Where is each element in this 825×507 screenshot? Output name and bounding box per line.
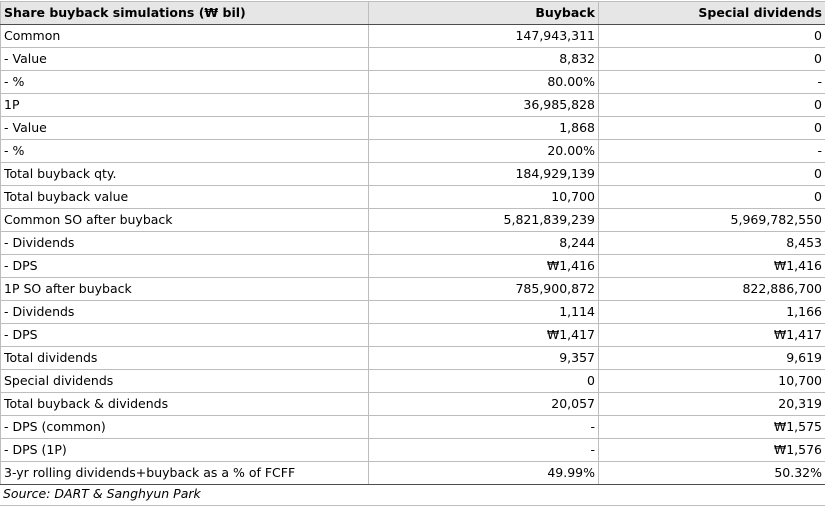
special-dividends-value-cell: ₩1,576 xyxy=(599,439,825,462)
table-row xyxy=(1,416,825,439)
table-row xyxy=(1,140,825,163)
buyback-simulation-table xyxy=(0,1,825,485)
row-label-cell: - DPS (common) xyxy=(1,416,369,439)
table-row xyxy=(1,347,825,370)
header-label-cell: Share buyback simulations (₩ bil) xyxy=(1,2,369,25)
row-label-cell: 3-yr rolling dividends+buyback as a % of FCFF xyxy=(1,462,369,485)
special-dividends-value-cell: 0 xyxy=(599,186,825,209)
table-row xyxy=(1,255,825,278)
row-label-cell: Special dividends xyxy=(1,370,369,393)
table-body xyxy=(1,25,825,485)
buyback-value-cell: 49.99% xyxy=(369,462,599,485)
special-dividends-value-cell: 0 xyxy=(599,117,825,140)
buyback-value-cell: 1,868 xyxy=(369,117,599,140)
table-row xyxy=(1,25,825,48)
buyback-value-cell: 1,114 xyxy=(369,301,599,324)
buyback-value-cell: 9,357 xyxy=(369,347,599,370)
special-dividends-value-cell: ₩1,575 xyxy=(599,416,825,439)
table-row xyxy=(1,117,825,140)
row-label-cell: - DPS (1P) xyxy=(1,439,369,462)
table-row xyxy=(1,48,825,71)
row-label-cell: Total buyback & dividends xyxy=(1,393,369,416)
special-dividends-value-cell: 20,319 xyxy=(599,393,825,416)
row-label-cell: - Value xyxy=(1,117,369,140)
buyback-value-cell: 36,985,828 xyxy=(369,94,599,117)
special-dividends-value-cell: 50.32% xyxy=(599,462,825,485)
special-dividends-value-cell: 8,453 xyxy=(599,232,825,255)
row-label-cell: Total dividends xyxy=(1,347,369,370)
special-dividends-value-cell: 9,619 xyxy=(599,347,825,370)
buyback-value-cell: 785,900,872 xyxy=(369,278,599,301)
special-dividends-value-cell: 0 xyxy=(599,48,825,71)
row-label-cell: - Dividends xyxy=(1,301,369,324)
table-row xyxy=(1,163,825,186)
table-row xyxy=(1,94,825,117)
table-row xyxy=(1,71,825,94)
header-row xyxy=(1,2,825,25)
table-row xyxy=(1,232,825,255)
table-row xyxy=(1,301,825,324)
table-row xyxy=(1,278,825,301)
row-label-cell: - Dividends xyxy=(1,232,369,255)
special-dividends-value-cell: 0 xyxy=(599,163,825,186)
table-row xyxy=(1,209,825,232)
special-dividends-value-cell: 5,969,782,550 xyxy=(599,209,825,232)
buyback-value-cell: 184,929,139 xyxy=(369,163,599,186)
special-dividends-value-cell: 10,700 xyxy=(599,370,825,393)
special-dividends-value-cell: 0 xyxy=(599,25,825,48)
buyback-value-cell: 0 xyxy=(369,370,599,393)
row-label-cell: - % xyxy=(1,140,369,163)
buyback-value-cell: 8,244 xyxy=(369,232,599,255)
row-label-cell: - DPS xyxy=(1,255,369,278)
table-row xyxy=(1,393,825,416)
buyback-value-cell: 147,943,311 xyxy=(369,25,599,48)
buyback-value-cell: 5,821,839,239 xyxy=(369,209,599,232)
row-label-cell: Total buyback value xyxy=(1,186,369,209)
special-dividends-value-cell: - xyxy=(599,140,825,163)
buyback-value-cell: 10,700 xyxy=(369,186,599,209)
buyback-value-cell: 80.00% xyxy=(369,71,599,94)
row-label-cell: - Value xyxy=(1,48,369,71)
buyback-value-cell: 20,057 xyxy=(369,393,599,416)
special-dividends-value-cell: 822,886,700 xyxy=(599,278,825,301)
header-buyback-cell: Buyback xyxy=(369,2,599,25)
table-row xyxy=(1,324,825,347)
buyback-value-cell: ₩1,416 xyxy=(369,255,599,278)
row-label-cell: Total buyback qty. xyxy=(1,163,369,186)
buyback-value-cell: - xyxy=(369,416,599,439)
table-row xyxy=(1,439,825,462)
row-label-cell: Common SO after buyback xyxy=(1,209,369,232)
table-row xyxy=(1,186,825,209)
source-note: Source: DART & Sanghyun Park xyxy=(0,482,825,506)
buyback-value-cell: 8,832 xyxy=(369,48,599,71)
row-label-cell: 1P SO after buyback xyxy=(1,278,369,301)
special-dividends-value-cell: ₩1,416 xyxy=(599,255,825,278)
special-dividends-value-cell: - xyxy=(599,71,825,94)
special-dividends-value-cell: ₩1,417 xyxy=(599,324,825,347)
table-row xyxy=(1,370,825,393)
buyback-value-cell: - xyxy=(369,439,599,462)
row-label-cell: - % xyxy=(1,71,369,94)
buyback-value-cell: 20.00% xyxy=(369,140,599,163)
special-dividends-value-cell: 1,166 xyxy=(599,301,825,324)
row-label-cell: Common xyxy=(1,25,369,48)
special-dividends-value-cell: 0 xyxy=(599,94,825,117)
header-special-dividends-cell: Special dividends xyxy=(599,2,825,25)
row-label-cell: 1P xyxy=(1,94,369,117)
row-label-cell: - DPS xyxy=(1,324,369,347)
buyback-value-cell: ₩1,417 xyxy=(369,324,599,347)
